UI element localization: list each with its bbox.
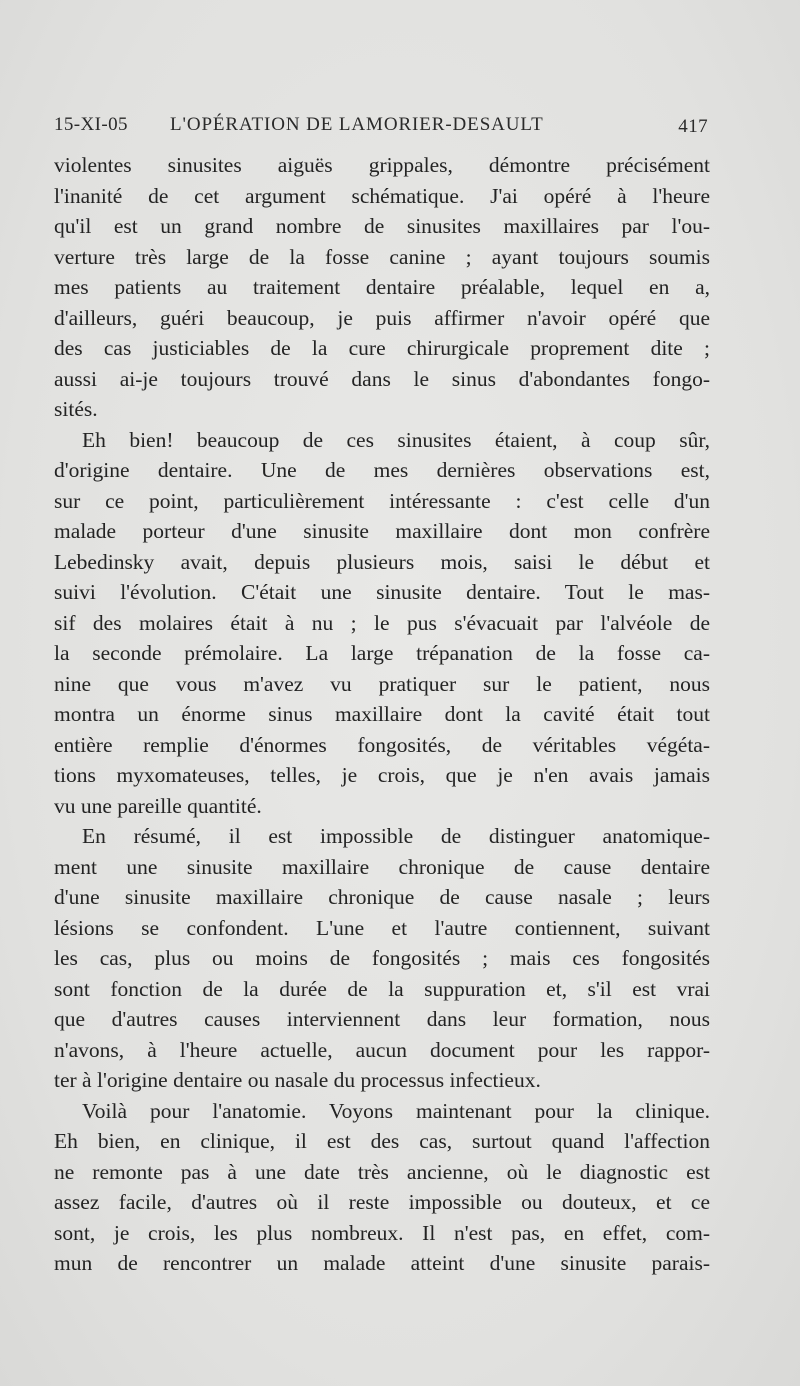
header-date: 15-XI-05 (54, 114, 128, 135)
text-line: suivi l'évolution. C'était une sinusite dentaire. Tout le mas- (54, 580, 710, 604)
body-text (54, 150, 710, 1279)
text-line: ter à l'origine dentaire ou nasale du processus infectieux. (54, 1068, 541, 1092)
text-line: d'une sinusite maxillaire chronique de cause nasale ; leurs (54, 885, 710, 909)
text-line: n'avons, à l'heure actuelle, aucun document pour les rappor- (54, 1037, 710, 1062)
text-line: Voilà pour l'anatomie. Voyons maintenant pour la clinique. (82, 1098, 710, 1123)
text-line: d'ailleurs, guéri beaucoup, je puis affirmer n'avoir opéré que (54, 305, 710, 330)
text-line: ment une sinusite maxillaire chronique de cause dentaire (54, 854, 710, 879)
text-line: montra un énorme sinus maxillaire dont la cavité était tout (54, 702, 710, 726)
text-line: la seconde prémolaire. La large trépanation de la fosse ca- (54, 641, 710, 665)
text-line: d'origine dentaire. Une de mes dernières observations est, (54, 458, 710, 482)
text-line: Lebedinsky avait, depuis plusieurs mois, saisi le début et (54, 549, 710, 574)
text-line: qu'il est un grand nombre de sinusites maxillaires par l'ou- (54, 214, 710, 238)
text-line: Eh bien, en clinique, il est des cas, surtout quand l'affection (54, 1129, 710, 1153)
text-line: aussi ai-je toujours trouvé dans le sinus d'abondantes fongo- (54, 366, 710, 391)
text-line: sont, je crois, les plus nombreux. Il n'est pas, en effet, com- (54, 1220, 710, 1245)
text-line: sont fonction de la durée de la suppuration et, s'il est vrai (54, 976, 710, 1001)
text-line: sités. (54, 397, 98, 421)
text-line: des cas justiciables de la cure chirurgicale proprement dite ; (54, 336, 710, 360)
text-line: malade porteur d'une sinusite maxillaire dont mon confrère (54, 519, 710, 543)
page-number: 417 (678, 116, 708, 137)
text-line: sif des molaires était à nu ; le pus s'évacuait par l'alvéole de (54, 610, 710, 635)
text-line: que d'autres causes interviennent dans leur formation, nous (54, 1007, 710, 1031)
text-line: l'inanité de cet argument schématique. J'ai opéré à l'heure (54, 183, 710, 208)
text-line: tions myxomateuses, telles, je crois, que je n'en avais jamais (54, 763, 710, 787)
running-head (54, 114, 708, 144)
text-line: nine que vous m'avez vu pratiquer sur le patient, nous (54, 671, 710, 696)
header-title: L'OPÉRATION DE LAMORIER-DESAULT (170, 114, 544, 135)
text-line: ne remonte pas à une date très ancienne, où le diagnostic est (54, 1159, 710, 1184)
text-line: lésions se confondent. L'une et l'autre contiennent, suivant (54, 915, 710, 940)
text-line: violentes sinusites aiguës grippales, démontre précisément (54, 153, 710, 177)
text-line: verture très large de la fosse canine ; ayant toujours soumis (54, 244, 710, 269)
text-line: Eh bien! beaucoup de ces sinusites étaient, à coup sûr, (82, 427, 710, 452)
text-line: mes patients au traitement dentaire préalable, lequel en a, (54, 275, 710, 299)
text-line: les cas, plus ou moins de fongosités ; mais ces fongosités (54, 946, 710, 970)
text-line: vu une pareille quantité. (54, 793, 262, 818)
text-line: sur ce point, particulièrement intéressante : c'est celle d'un (54, 488, 710, 513)
text-line: mun de rencontrer un malade atteint d'une sinusite parais- (54, 1251, 710, 1275)
text-line: En résumé, il est impossible de distinguer anatomique- (82, 824, 710, 848)
text-line: assez facile, d'autres où il reste impossible ou douteux, et ce (54, 1190, 710, 1214)
text-line: entière remplie d'énormes fongosités, de véritables végéta- (54, 732, 710, 757)
